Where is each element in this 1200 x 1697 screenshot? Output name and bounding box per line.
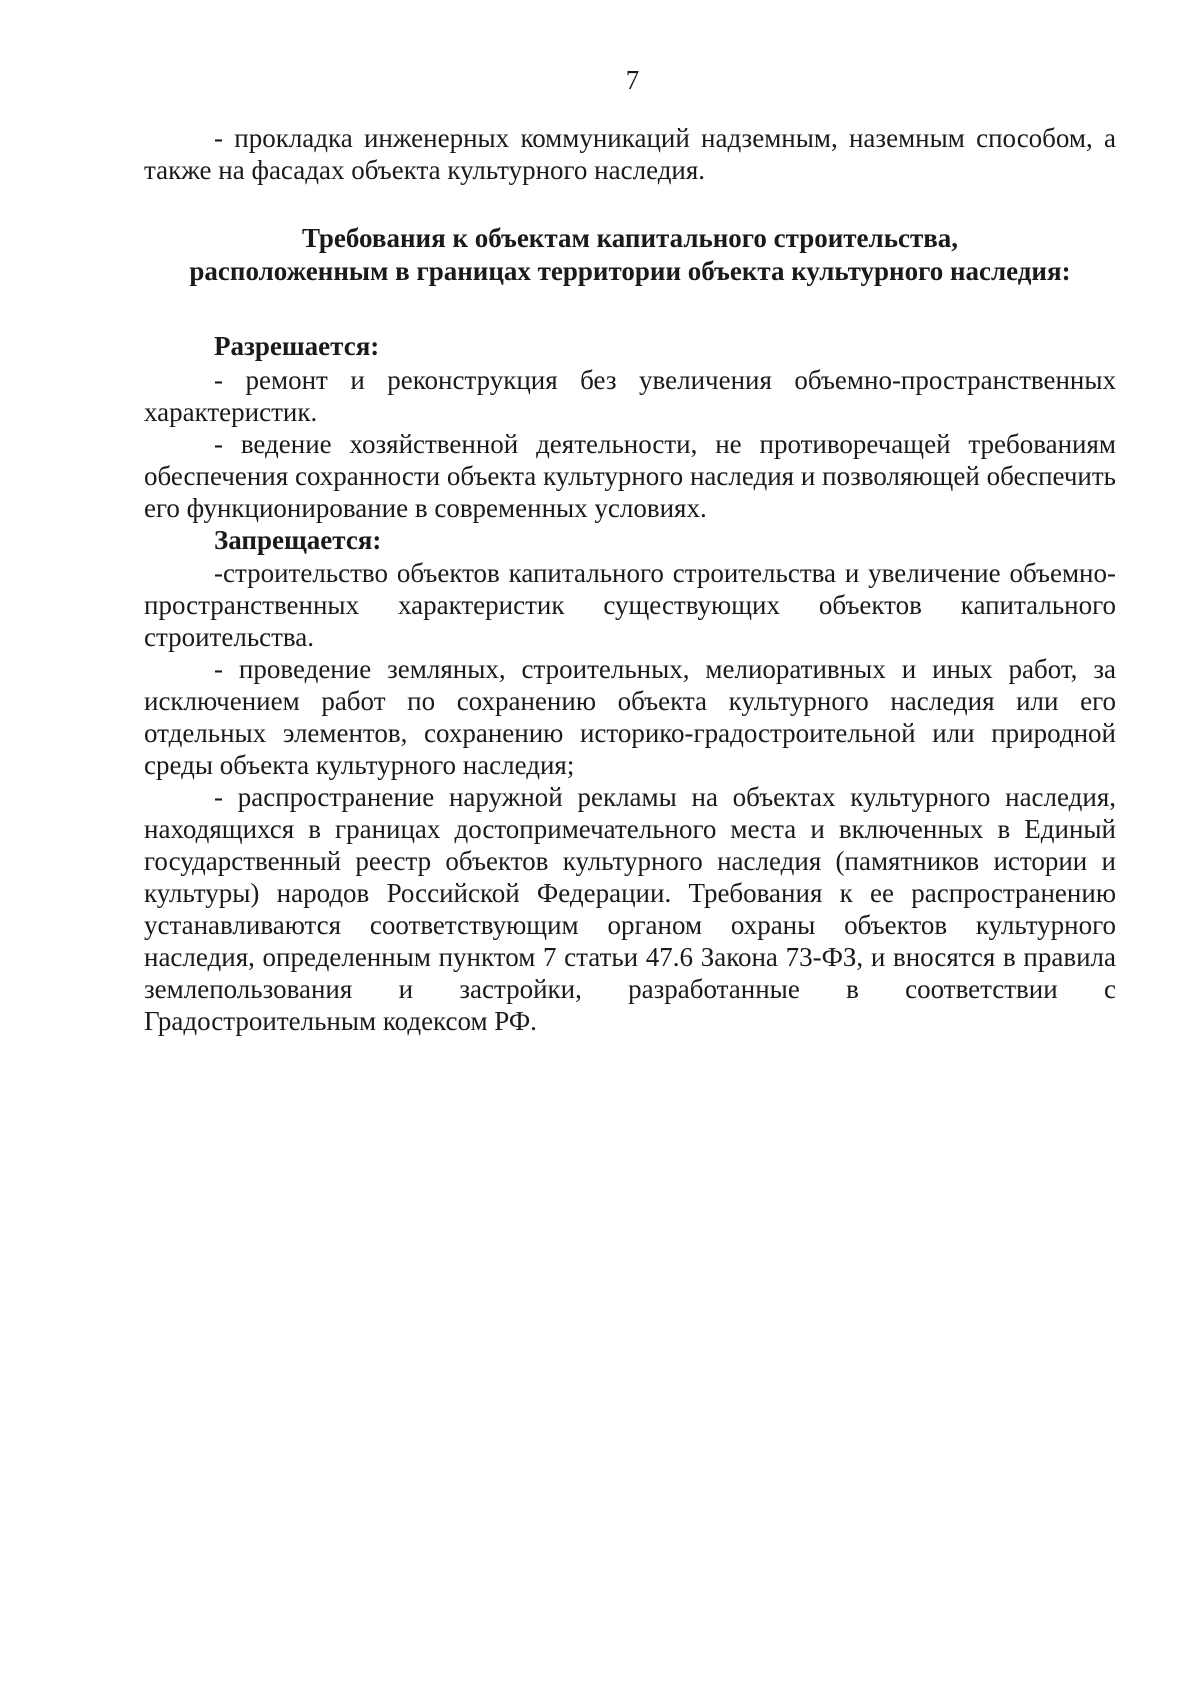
section-title-line-1: Требования к объектам капитального строительства, [301,223,959,253]
allowed-item: - ремонт и реконструкция без увеличения объемно-пространственных характеристик. [144,365,1116,427]
forbidden-item: - распространение наружной рекламы на объектах культурного наследия, находящихся в границах достопримечательного места и включенных в Единый государственный реестр объектов культурного наследия (памятников истории и культуры) народов Российской Федерации. Требования к ее распространению устанавливаются соответствующим органом охраны объектов культурного наследия, определенным пунктом 7 статьи 47.6 Закона 73-ФЗ, и вносятся в правила землепользования и застройки, разработанные в соответствии с Градостроительным кодексом РФ. [144,782,1116,1036]
forbidden-heading: Запрещается: [214,525,382,555]
allowed-item: - ведение хозяйственной деятельности, не противоречащей требованиям обеспечения сохранности объекта культурного наследия и позволяющей обеспечить его функционирование в современных условиях. [144,429,1116,523]
allowed-heading: Разрешается: [214,331,380,361]
section-title [144,222,1116,288]
document-body [144,122,1116,1037]
intro-paragraph: - прокладка инженерных коммуникаций надземным, наземным способом, а также на фасадах объекта культурного наследия. [144,123,1116,185]
forbidden-item: -строительство объектов капитального строительства и увеличение объемно-пространственных характеристик существующих объектов капитального строительства. [144,558,1116,652]
forbidden-item: - проведение земляных, строительных, мелиоративных и иных работ, за исключением работ по сохранению объекта культурного наследия или его отдельных элементов, сохранению историко-градостроительной или природной среды объекта культурного наследия; [144,654,1116,780]
section-title-line-2: расположенным в границах территории объекта культурного наследия: [189,256,1071,286]
page-number: 7 [625,65,640,95]
